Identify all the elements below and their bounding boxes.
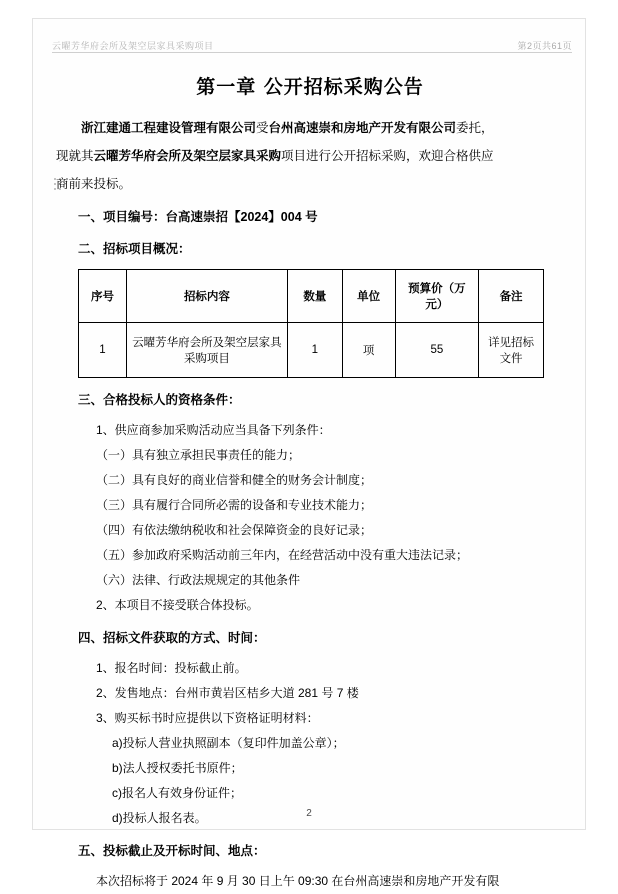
page-title: 第一章 公开招标采购公告 (196, 76, 424, 98)
table-header-content: 招标内容 (126, 270, 287, 323)
list-item: d)投标人报名表。 (112, 811, 207, 825)
cell-budget: 55 (395, 323, 478, 378)
table-header-no: 序号 (79, 270, 127, 323)
list-item: c)报名人有效身份证件； (112, 786, 242, 800)
list-item: （二）具有良好的商业信誉和健全的财务会计制度； (96, 473, 373, 487)
table-header-unit: 单位 (342, 270, 395, 323)
table-header-remark: 备注 (479, 270, 544, 323)
section-3-heading: 三、合格投标人的资格条件： (78, 393, 241, 407)
document-content (56, 62, 564, 894)
list-item: 2、本项目不接受联合体投标。 (96, 598, 259, 612)
running-header-right: 第2页共61页 (517, 40, 572, 51)
section-1-heading: 一、项目编号：台高速崇招【2024】004 号 (78, 210, 318, 224)
list-item: b)法人授权委托书原件； (112, 761, 243, 775)
table-header-budget: 预算价（万元） (395, 270, 478, 323)
section-4-heading: 四、招标文件获取的方式、时间： (78, 631, 266, 645)
section-5-heading: 五、投标截止及开标时间、地点： (78, 844, 266, 858)
intro-paragraph-line-3: 商前来投标。 (56, 177, 132, 191)
list-item: 3、购买标书时应提供以下资格证明材料： (96, 711, 319, 725)
intro-connector-4: 项目进行公开招标采购，欢迎合格供应 (281, 149, 494, 163)
cell-no: 1 (79, 323, 127, 378)
bid-items-table (78, 269, 544, 378)
intro-connector-3: 现就其 (56, 149, 94, 163)
table-header-qty: 数量 (287, 270, 342, 323)
list-item: 1、供应商参加采购活动应当具备下列条件： (96, 423, 331, 437)
cell-remark: 详见招标文件 (479, 323, 544, 378)
entity-owner: 台州高速崇和房地产开发有限公司 (268, 121, 457, 135)
table-header-row (79, 270, 544, 323)
cell-content: 云曜芳华府会所及架空层家具采购项目 (126, 323, 287, 378)
list-item: （三）具有履行合同所必需的设备和专业技术能力； (96, 498, 373, 512)
section-2-heading: 二、招标项目概况： (78, 242, 191, 256)
cell-qty: 1 (287, 323, 342, 378)
intro-connector-2: 委托， (456, 121, 494, 135)
table-row (79, 323, 544, 378)
list-item: 2、发售地点：台州市黄岩区桔乡大道 281 号 7 楼 (96, 686, 359, 700)
cell-unit: 项 (342, 323, 395, 378)
intro-connector-1: 受 (256, 121, 269, 135)
section-5-body: 本次招标将于 2024 年 9 月 30 日上午 09:30 在台州高速崇和房地产开发有限 (96, 874, 500, 888)
page-number: 2 (306, 808, 312, 819)
running-header-left: 云曜芳华府会所及架空层家具采购项目 (52, 40, 214, 51)
list-item: （四）有依法缴纳税收和社会保障资金的良好记录； (96, 523, 373, 537)
list-item: （一）具有独立承担民事责任的能力； (96, 448, 301, 462)
header-divider (52, 52, 572, 53)
list-item: （五）参加政府采购活动前三年内，在经营活动中没有重大违法记录； (96, 548, 469, 562)
project-name: 云曜芳华府会所及架空层家具采购 (93, 149, 282, 163)
intro-paragraph-line-2 (56, 143, 564, 169)
list-item: 1、报名时间：投标截止前。 (96, 661, 247, 675)
entity-agency: 浙江建通工程建设管理有限公司 (81, 121, 257, 135)
list-item: （六）法律、行政法规规定的其他条件 (96, 573, 301, 587)
intro-paragraph-line-1 (56, 115, 564, 141)
list-item: a)投标人营业执照副本（复印件加盖公章）； (112, 736, 345, 750)
